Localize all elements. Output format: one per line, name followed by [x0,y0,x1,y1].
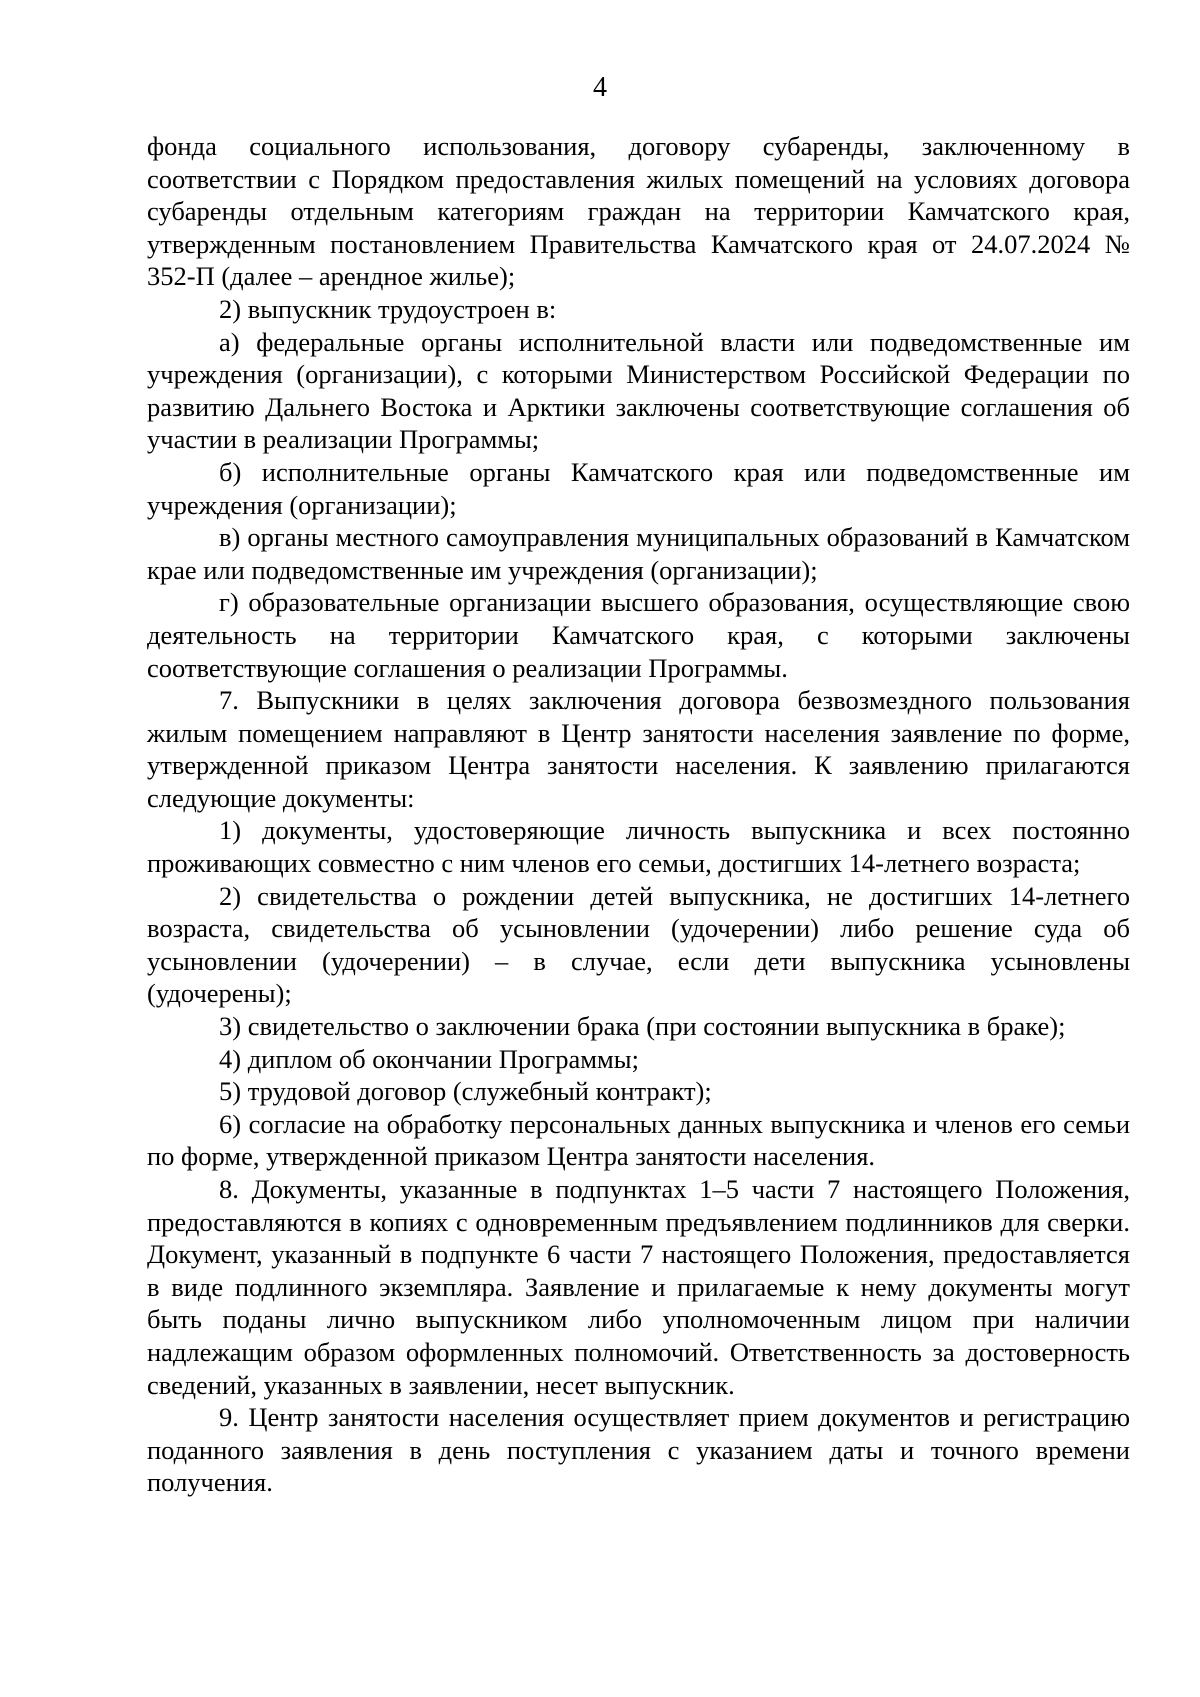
document-body [147,130,1130,1499]
page-number: 4 [593,72,607,103]
paragraph: 8. Документы, указанные в подпунктах 1–5 части 7 настоящего Положения, предоставляются в копиях с одновременным предъявлением подлинников для сверки. Документ, указанный в подпункте 6 части 7 настоящего Положения, предоставляется в виде подлинного экземпляра. Заявление и прилагаемые к нему документы могут быть поданы лично выпускником либо уполномоченным лицом при наличии надлежащим образом оформленных полномочий. Ответственность за достоверность сведений, указанных в заявлении, несет выпускник. [147,1174,1130,1400]
paragraph: 9. Центр занятости населения осуществляет прием документов и регистрацию поданного заявления в день поступления с указанием даты и точного времени получения. [147,1402,1130,1498]
paragraph: 2) выпускник трудоустроен в: [219,293,557,324]
paragraph: 1) документы, удостоверяющие личность выпускника и всех постоянно проживающих совместно с ним членов его семьи, достигших 14-летнего возраста; [147,815,1130,879]
paragraph: 3) свидетельство о заключении брака (при состоянии выпускника в браке); [219,1011,1066,1042]
paragraph: 7. Выпускники в целях заключения договора безвозмездного пользования жилым помещением направляют в Центр занятости населения заявление по форме, утвержденной приказом Центра занятости населения. К заявлению прилагаются следующие документы: [147,685,1130,813]
paragraph: 2) свидетельства о рождении детей выпускника, не достигших 14-летнего возраста, свидетельства об усыновлении (удочерении) либо решение суда об усыновлении (удочерении) – в случае, если дети выпускника усыновлены (удочерены); [147,880,1130,1009]
paragraph: в) органы местного самоуправления муниципальных образований в Камчатском крае или подведомственные им учреждения (организации); [147,522,1130,585]
paragraph: г) образовательные организации высшего образования, осуществляющие свою деятельность на территории Камчатского края, с которыми заключены соответствующие соглашения о реализации Программы. [147,587,1130,683]
paragraph: а) федеральные органы исполнительной власти или подведомственные им учреждения (организации), с которыми Министерством Российской Федерации по развитию Дальнего Востока и Арктики заключены соответствующие соглашения об участии в реализации Программы; [147,326,1130,455]
paragraph: 5) трудовой договор (служебный контракт); [219,1076,712,1107]
paragraph: б) исполнительные органы Камчатского края или подведомственные им учреждения (организации); [147,456,1130,520]
paragraph: 4) диплом об окончании Программы; [219,1043,639,1074]
paragraph: фонда социального использования, договору субаренды, заключенному в соответствии с Порядком предоставления жилых помещений на условиях договора субаренды отдельным категориям граждан на территории Камчатского края, утвержденным постановлением Правительства Камчатского края от 24.07.2024 № 352-П (далее – арендное жилье); [147,131,1130,292]
paragraph: 6) согласие на обработку персональных данных выпускника и членов его семьи по форме, утвержденной приказом Центра занятости населения. [147,1108,1130,1172]
